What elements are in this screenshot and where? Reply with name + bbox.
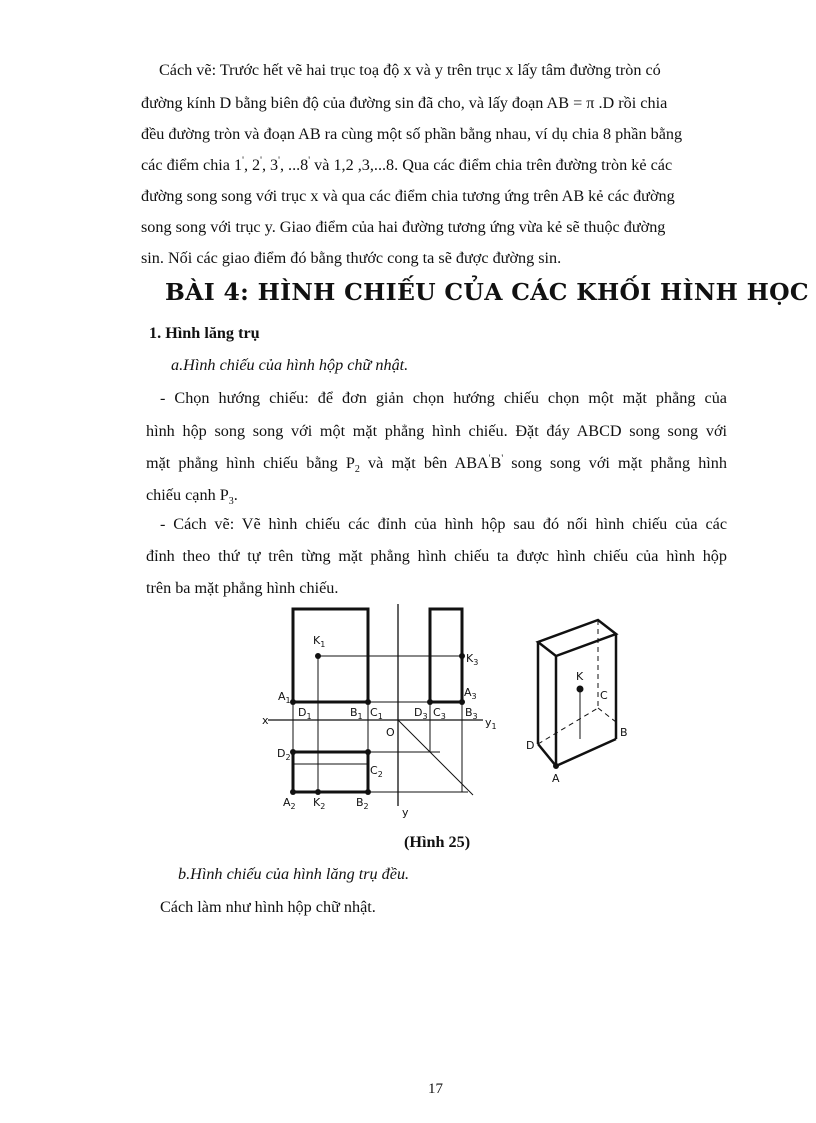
para3-line2: đỉnh theo thứ tự trên từng mặt phẳng hình chiếu ta được hình chiếu của hình hộp [146,547,727,565]
para3-line3: trên ba mặt phẳng hình chiếu. [146,579,339,597]
svg-text:K3: $K_3$ [466,652,479,667]
svg-text:A3: $A_3$ [464,686,477,701]
svg-text:B1: $B_1$ [350,706,363,721]
svg-text:K1: $K_1$ [313,634,326,649]
svg-text:B2: $B_2$ [356,796,369,811]
svg-text:C1: $C_1$ [370,706,383,721]
svg-text:D2: $D_2$ [277,747,291,762]
para2-line3: mặt phẳng hình chiếu bằng $P_2$ và mặt bên ABA'B' song song với mặt phẳng hình [146,453,727,476]
figure-caption: (Hình 25) [404,833,471,851]
svg-text:D: D [526,739,535,752]
para2-line4: chiếu cạnh $P_3$. [146,486,238,508]
isometric-labels [526,670,628,785]
svg-text:y: y [402,806,409,819]
page-number: 17 [428,1081,443,1097]
para1-line3: đều đường tròn và đoạn AB ra cùng một số phần bằng nhau, ví dụ chia 8 phần bằng [141,125,683,143]
closing-line: Cách làm như hình hộp chữ nhật. [160,898,376,916]
para1-line4: các điểm chia 1', 2', 3', ...8' và 1,2 ,3,...8. Qua các điểm chia trên đường tròn kẻ các [141,155,673,174]
svg-text:D3: $D_3$ [414,706,428,721]
svg-text:K: K [576,670,584,683]
para2-line1: - Chọn hướng chiếu: để đơn giản chọn hướng chiếu chọn một mặt phẳng của [160,389,727,407]
svg-text:C: C [600,689,608,702]
svg-text:C2: $C_2$ [370,764,383,779]
svg-text:A: A [552,772,560,785]
para1-line6: song song với trục y. Giao điểm của hai đường tương ứng vừa kẻ sẽ thuộc đường [141,218,666,236]
para3-line1: - Cách vẽ: Vẽ hình chiếu các đỉnh của hình hộp sau đó nối hình chiếu của các [160,515,727,533]
para2-line2: hình hộp song song với một mặt phẳng hình chiếu. Đặt đáy ABCD song song với [146,422,727,440]
para1-line5: đường song song với trục x và qua các điểm chia tương ứng trên AB kẻ các đường [141,187,675,205]
top-view [293,752,368,792]
svg-text:B: B [620,726,628,739]
svg-text:y1: $y_1$ [485,716,497,731]
para1-line1: Cách vẽ: Trước hết vẽ hai trục toạ độ x và y trên trục x lấy tâm đường tròn có [159,61,661,79]
svg-text:B3: $B_3$ [465,706,478,721]
svg-text:D1: $D_1$ [298,706,312,721]
svg-text:O: O [386,726,395,739]
para1-line7: sin. Nối các giao điểm đó bằng thước cong ta sẽ được đường sin. [141,249,562,267]
figure-25-projections [258,604,638,824]
svg-text:C3: $C_3$ [433,706,446,721]
para1-line2: đường kính D bằng biên độ của đường sin đã cho, và lấy đoạn AB = π .D rồi chia [141,94,668,112]
section-title: 1. Hình lăng trụ [149,324,260,342]
svg-text:A1: $A_1$ [278,690,291,705]
subsection-b: b.Hình chiếu của hình lăng trụ đều. [178,865,410,883]
svg-text:A2: $A_2$ [283,796,296,811]
svg-text:x: x [262,714,269,727]
svg-text:K2: $K_2$ [313,796,326,811]
subsection-a: a.Hình chiếu của hình hộp chữ nhật. [171,356,409,374]
lesson-heading: BÀI 4: HÌNH CHIẾU CỦA CÁC KHỐI HÌNH HỌC [165,278,809,306]
